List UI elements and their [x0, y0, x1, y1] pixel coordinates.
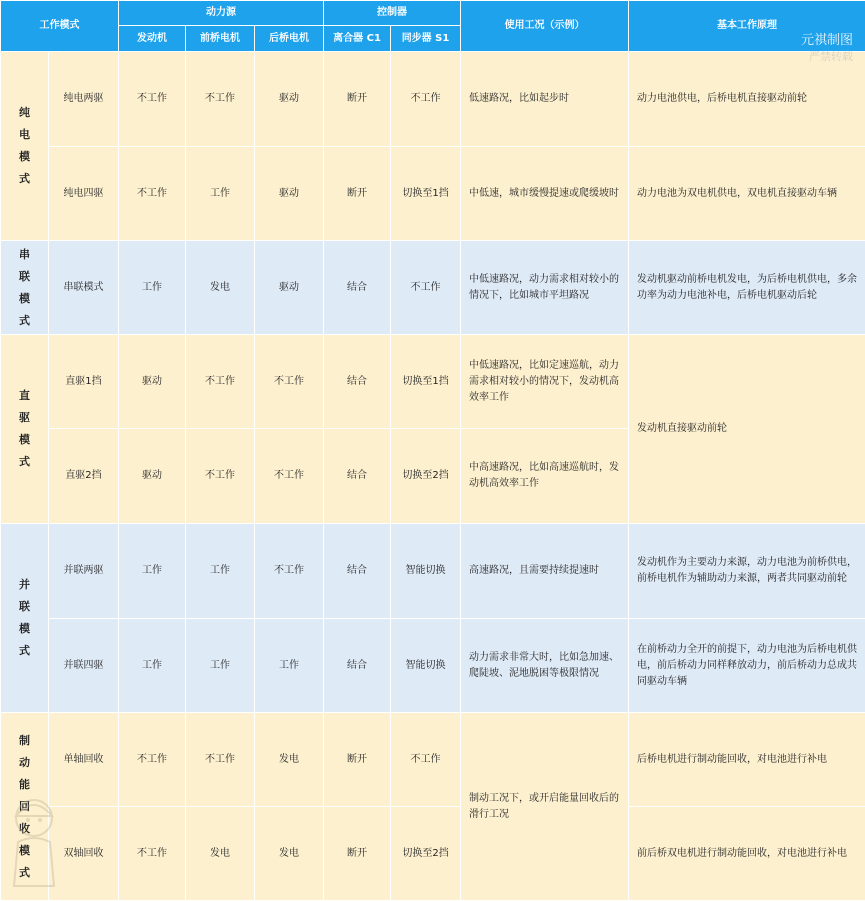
cell-engine: 工作: [119, 524, 186, 619]
watermark-line2: 严禁转载: [809, 50, 853, 63]
cell-usage: 动力需求非常大时，比如急加速、爬陡坡、泥地脱困等极限情况: [461, 619, 629, 713]
cell-front-motor: 不工作: [186, 52, 255, 147]
group-label: 串联模式: [1, 241, 49, 335]
table-row: [1, 807, 865, 901]
cell-engine: 不工作: [119, 147, 186, 241]
cell-front-motor: 发电: [186, 807, 255, 901]
cell-usage: 中低速，城市缓慢提速或爬缓坡时: [461, 147, 629, 241]
cell-front-motor: 发电: [186, 241, 255, 335]
cell-principle: 前后桥双电机进行制动能回收，对电池进行补电: [629, 807, 865, 901]
cell-synchronizer: 不工作: [391, 713, 461, 807]
cell-clutch: 结合: [324, 619, 391, 713]
cell-front-motor: 不工作: [186, 713, 255, 807]
cell-principle: 后桥电机进行制动能回收，对电池进行补电: [629, 713, 865, 807]
group-label: 纯电模式: [1, 52, 49, 241]
row-mode: 纯电两驱: [49, 52, 119, 147]
table-row: [1, 713, 865, 807]
cell-engine: 工作: [119, 241, 186, 335]
table-row: [1, 52, 865, 147]
cell-front-motor: 不工作: [186, 429, 255, 524]
cell-front-motor: 工作: [186, 147, 255, 241]
cell-front-motor: 不工作: [186, 335, 255, 429]
table-row: [1, 335, 865, 429]
cell-rear-motor: 驱动: [255, 241, 324, 335]
table-row: [1, 619, 865, 713]
group-label: 制动能回收模式: [1, 713, 49, 901]
cell-usage: 中高速路况，比如高速巡航时，发动机高效率工作: [461, 429, 629, 524]
header-engine: 发动机: [119, 26, 186, 52]
cell-clutch: 结合: [324, 241, 391, 335]
group-label: 并联模式: [1, 524, 49, 713]
cell-rear-motor: 驱动: [255, 52, 324, 147]
cell-usage: 制动工况下，或开启能量回收后的滑行工况: [461, 713, 629, 901]
cell-rear-motor: 发电: [255, 713, 324, 807]
header-controller: 控制器: [324, 1, 461, 26]
cell-clutch: 断开: [324, 147, 391, 241]
header-power-source: 动力源: [119, 1, 324, 26]
cell-engine: 驱动: [119, 335, 186, 429]
cell-engine: 工作: [119, 619, 186, 713]
group-label: 直驱模式: [1, 335, 49, 524]
cell-synchronizer: 切换至2挡: [391, 429, 461, 524]
cell-engine: 不工作: [119, 807, 186, 901]
cell-clutch: 断开: [324, 52, 391, 147]
row-mode: 单轴回收: [49, 713, 119, 807]
cell-clutch: 断开: [324, 807, 391, 901]
row-mode: 并联四驱: [49, 619, 119, 713]
cell-rear-motor: 不工作: [255, 335, 324, 429]
cell-principle: 动力电池为双电机供电，双电机直接驱动车辆: [629, 147, 865, 241]
cell-clutch: 断开: [324, 713, 391, 807]
cell-synchronizer: 不工作: [391, 52, 461, 147]
cell-rear-motor: 不工作: [255, 524, 324, 619]
cell-clutch: 结合: [324, 524, 391, 619]
header-usage: 使用工况（示例）: [461, 1, 629, 52]
cell-principle: 发动机驱动前桥电机发电，为后桥电机供电，多余功率为动力电池补电，后桥电机驱动后轮: [629, 241, 865, 335]
cell-clutch: 结合: [324, 335, 391, 429]
table-row: [1, 241, 865, 335]
cell-engine: 驱动: [119, 429, 186, 524]
cell-synchronizer: 切换至1挡: [391, 147, 461, 241]
row-mode: 双轴回收: [49, 807, 119, 901]
cell-synchronizer: 不工作: [391, 241, 461, 335]
cell-principle: 发动机直接驱动前轮: [629, 335, 865, 524]
cell-rear-motor: 驱动: [255, 147, 324, 241]
cell-front-motor: 工作: [186, 524, 255, 619]
cell-usage: 中低速路况，比如定速巡航，动力需求相对较小的情况下，发动机高效率工作: [461, 335, 629, 429]
cell-engine: 不工作: [119, 52, 186, 147]
cell-synchronizer: 切换至1挡: [391, 335, 461, 429]
header-rear-motor: 后桥电机: [255, 26, 324, 52]
cell-usage: 中低速路况，动力需求相对较小的情况下，比如城市平坦路况: [461, 241, 629, 335]
row-mode: 纯电四驱: [49, 147, 119, 241]
row-mode: 串联模式: [49, 241, 119, 335]
cell-usage: 低速路况，比如起步时: [461, 52, 629, 147]
cell-rear-motor: 工作: [255, 619, 324, 713]
cell-principle: 发动机作为主要动力来源，动力电池为前桥供电，前桥电机作为辅助动力来源，两者共同驱动前轮: [629, 524, 865, 619]
cell-synchronizer: 切换至2挡: [391, 807, 461, 901]
cell-synchronizer: 智能切换: [391, 619, 461, 713]
table-row: [1, 524, 865, 619]
cell-principle: 在前桥动力全开的前提下，动力电池为后桥电机供电，前后桥动力同样释放动力，前后桥动力总成共同驱动车辆: [629, 619, 865, 713]
cell-clutch: 结合: [324, 429, 391, 524]
header-mode: 工作模式: [1, 1, 119, 52]
cell-synchronizer: 智能切换: [391, 524, 461, 619]
table-row: [1, 147, 865, 241]
watermark-line1: 元祺制图: [800, 33, 853, 48]
cell-rear-motor: 发电: [255, 807, 324, 901]
header-synchronizer: 同步器 S1: [391, 26, 461, 52]
cell-usage: 高速路况，且需要持续提速时: [461, 524, 629, 619]
cell-rear-motor: 不工作: [255, 429, 324, 524]
header-clutch: 离合器 C1: [324, 26, 391, 52]
cell-engine: 不工作: [119, 713, 186, 807]
row-mode: 并联两驱: [49, 524, 119, 619]
cell-principle: 动力电池供电，后桥电机直接驱动前轮: [629, 52, 865, 147]
header-front-motor: 前桥电机: [186, 26, 255, 52]
header-principle: 基本工作原理: [629, 1, 865, 52]
row-mode: 直驱2挡: [49, 429, 119, 524]
cell-front-motor: 工作: [186, 619, 255, 713]
row-mode: 直驱1挡: [49, 335, 119, 429]
